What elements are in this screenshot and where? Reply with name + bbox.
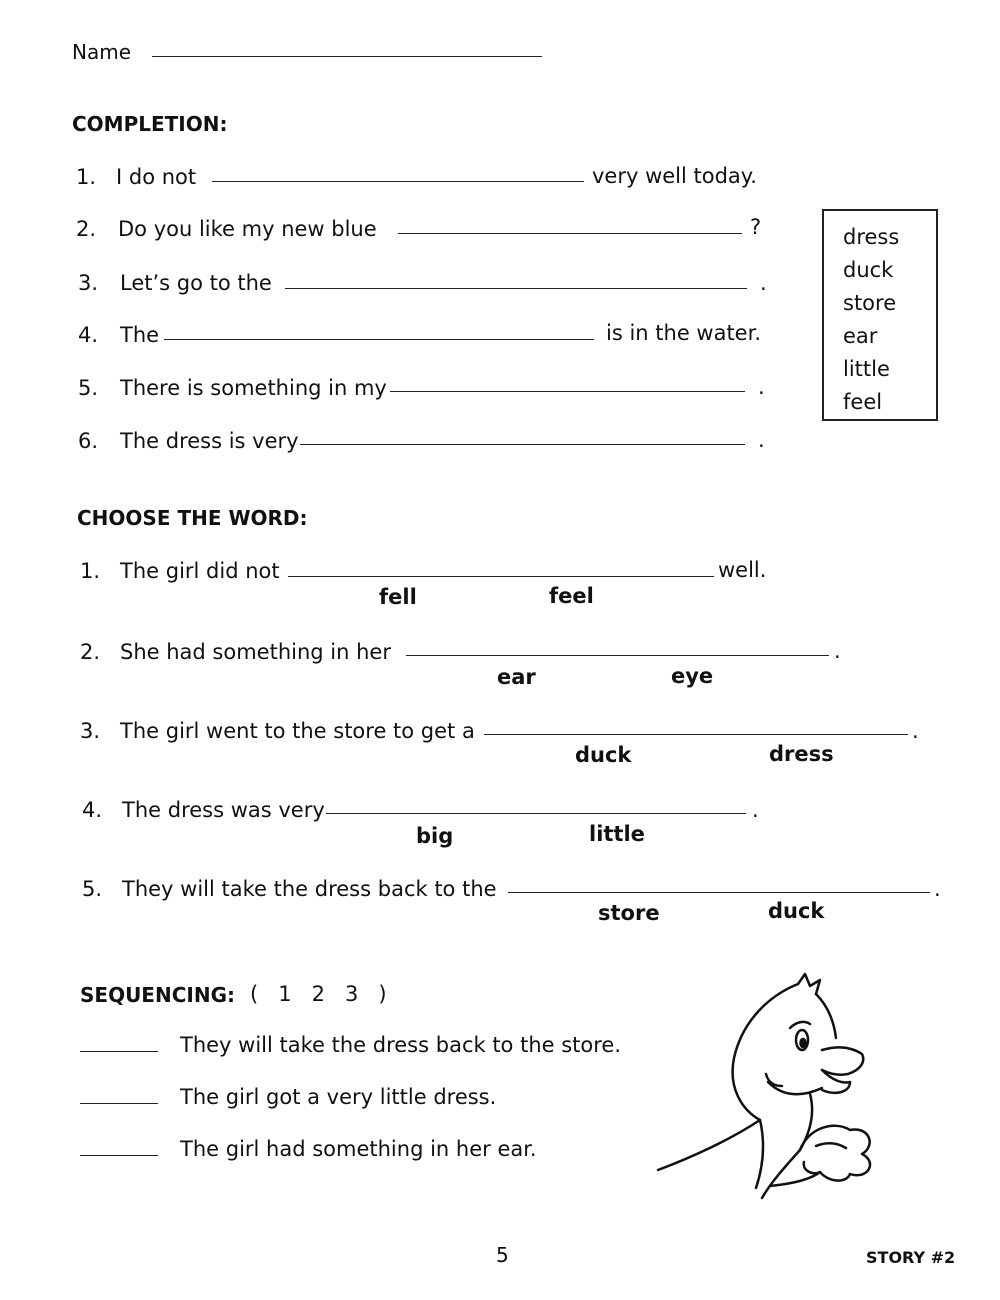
item-text-after: . <box>752 798 759 822</box>
item-text-after: . <box>912 719 919 743</box>
sequence-sentence: They will take the dress back to the store. <box>180 1033 622 1057</box>
word-option[interactable]: dress <box>769 742 834 766</box>
answer-blank[interactable] <box>326 813 746 814</box>
item-text-before: The girl went to the store to get a <box>120 719 475 743</box>
answer-blank[interactable] <box>508 892 930 893</box>
word-option[interactable]: store <box>598 901 660 925</box>
item-text-before: The dress is very <box>120 429 299 453</box>
sequencing-heading: SEQUENCING: <box>80 983 235 1007</box>
choose-word-heading: CHOOSE THE WORD: <box>77 506 308 530</box>
item-number: 6. <box>78 429 99 453</box>
word-option[interactable]: duck <box>768 899 825 923</box>
word-bank-item: dress <box>843 225 900 249</box>
item-text-after: . <box>934 877 941 901</box>
item-number: 2. <box>80 640 101 664</box>
item-text-after: is in the water. <box>606 321 761 345</box>
item-number: 1. <box>76 165 97 189</box>
item-text-after: . <box>758 428 765 452</box>
answer-blank[interactable] <box>390 391 745 392</box>
answer-blank[interactable] <box>212 181 584 182</box>
item-text-after: . <box>834 639 841 663</box>
item-text-after: very well today. <box>592 164 757 188</box>
word-option[interactable]: big <box>416 824 454 848</box>
name-field[interactable] <box>152 56 542 57</box>
sequence-number-blank[interactable] <box>80 1051 158 1052</box>
sequence-sentence: The girl got a very little dress. <box>180 1085 497 1109</box>
page-number: 5 <box>496 1243 509 1267</box>
item-text-before: Do you like my new blue <box>118 217 377 241</box>
item-number: 1. <box>80 559 101 583</box>
word-bank <box>822 209 938 421</box>
answer-blank[interactable] <box>398 233 742 234</box>
word-option[interactable]: ear <box>497 665 536 689</box>
word-option[interactable]: feel <box>549 584 594 608</box>
item-text-before: They will take the dress back to the <box>122 877 497 901</box>
item-text-after: ? <box>750 215 762 239</box>
answer-blank[interactable] <box>164 339 594 340</box>
word-option[interactable]: duck <box>575 743 632 767</box>
word-bank-item: ear <box>843 324 878 348</box>
item-text-before: The <box>120 323 160 347</box>
answer-blank[interactable] <box>285 288 747 289</box>
answer-blank[interactable] <box>300 444 745 445</box>
item-number: 4. <box>82 798 103 822</box>
sequence-sentence: The girl had something in her ear. <box>180 1137 537 1161</box>
completion-heading: COMPLETION: <box>72 112 228 136</box>
item-text-before: Let’s go to the <box>120 271 272 295</box>
answer-blank[interactable] <box>484 734 908 735</box>
item-text-before: There is something in my <box>120 376 387 400</box>
story-label: STORY #2 <box>866 1248 956 1267</box>
answer-blank[interactable] <box>406 655 829 656</box>
sequence-number-blank[interactable] <box>80 1103 158 1104</box>
word-option[interactable]: little <box>589 822 645 846</box>
duck-cartoon-icon <box>650 970 890 1200</box>
item-text-before: The dress was very <box>122 798 325 822</box>
sequencing-order-hint: ( 1 2 3 ) <box>250 982 387 1006</box>
item-text-after: . <box>758 375 765 399</box>
answer-blank[interactable] <box>288 576 714 577</box>
item-text-after: well. <box>718 558 767 582</box>
word-bank-item: little <box>843 357 890 381</box>
item-number: 5. <box>82 877 103 901</box>
item-number: 3. <box>80 719 101 743</box>
sequence-number-blank[interactable] <box>80 1155 158 1156</box>
word-bank-item: store <box>843 291 897 315</box>
word-option[interactable]: fell <box>379 585 417 609</box>
word-bank-item: duck <box>843 258 894 282</box>
item-text-before: The girl did not <box>120 559 280 583</box>
item-number: 5. <box>78 376 99 400</box>
item-number: 2. <box>76 217 97 241</box>
item-text-before: I do not <box>116 165 197 189</box>
word-bank-item: feel <box>843 390 883 414</box>
item-text-after: . <box>760 271 767 295</box>
name-label: Name <box>72 40 132 64</box>
item-number: 3. <box>78 271 99 295</box>
word-option[interactable]: eye <box>671 664 714 688</box>
item-text-before: She had something in her <box>120 640 391 664</box>
item-number: 4. <box>78 323 99 347</box>
